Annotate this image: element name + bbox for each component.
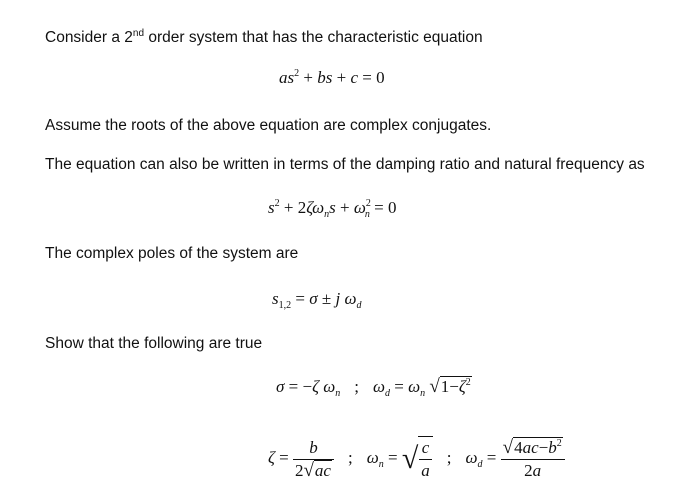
poles-text: The complex poles of the system are	[45, 245, 299, 262]
damped-equation: $s^2 + 2\zeta\omega_ns + \omega^2_n = 0$	[268, 198, 397, 220]
intro-text: Consider a 2nd order system that has the characteristic equation	[45, 28, 483, 46]
result-equation-1: σ = −ζ $\omega_n$ ; $\omega_d = \omega_n$ $√1-\zeta^2$	[276, 376, 471, 399]
rewrite-text: The equation can also be written in terms of the damping ratio and natural frequency as	[45, 156, 645, 173]
characteristic-equation: $as^2$ + bs + c = 0	[279, 68, 385, 87]
poles-equation: $s_{1,2} = \sigma \pm j$ $\omega_d$	[272, 289, 362, 311]
assumption-text: Assume the roots of the above equation are complex conjugates.	[45, 117, 492, 134]
show-text: Show that the following are true	[45, 335, 263, 352]
zeta-fraction: $\frac{b}{2√ac}$	[293, 437, 334, 482]
omega-d-fraction: $\frac{√4ac-b^2}{2a}$	[501, 437, 565, 482]
result-equation-2: ζ = $\frac{b}{2√ac}$ ; $\omega_n$ = √ $\frac{c}{a}$ ; $\omega_d$ = $\frac{√4ac-b^2}{2a}$	[268, 436, 565, 482]
